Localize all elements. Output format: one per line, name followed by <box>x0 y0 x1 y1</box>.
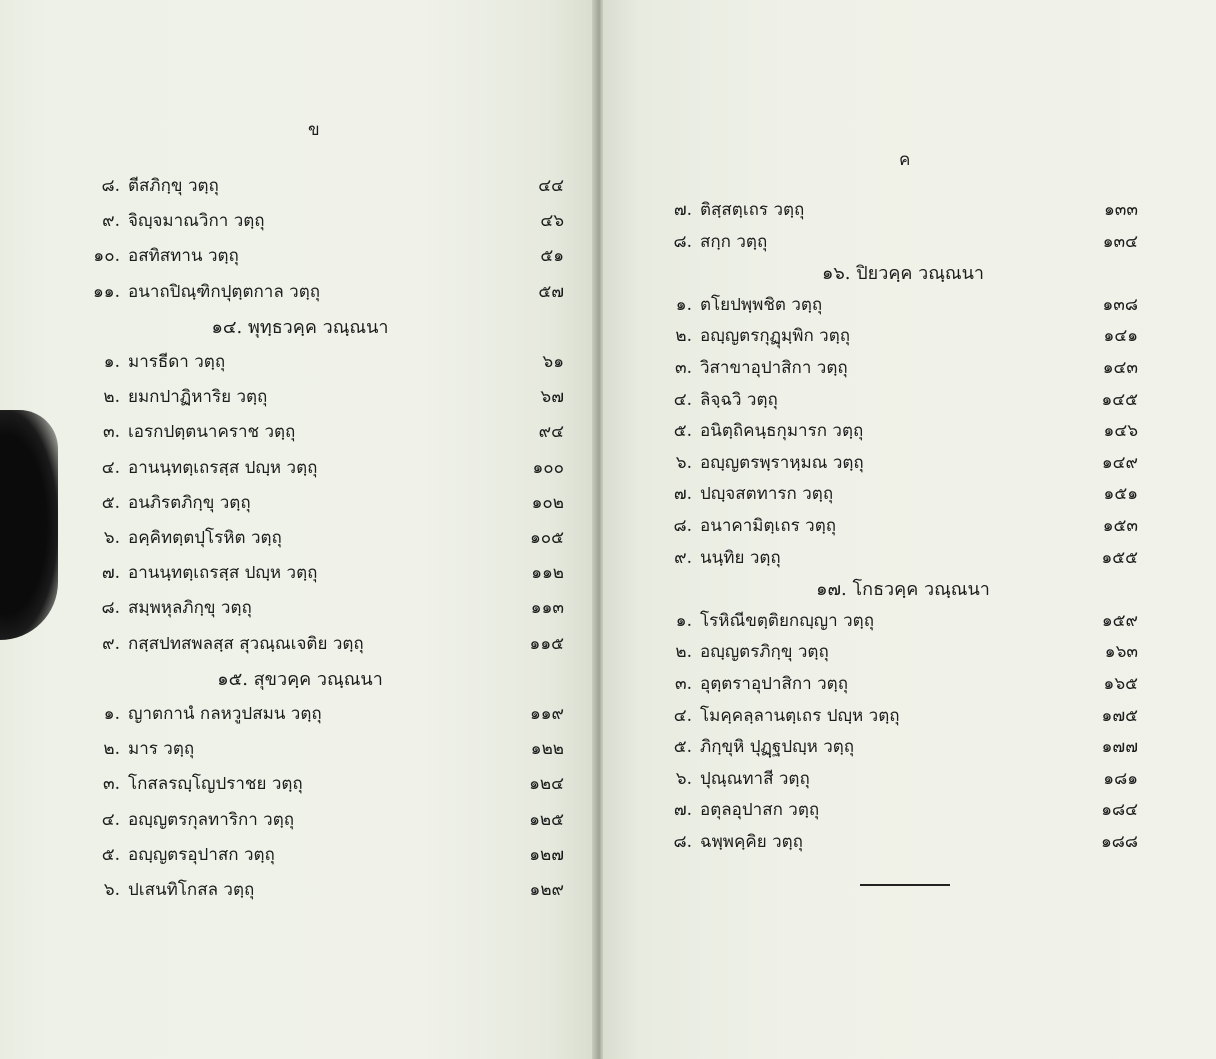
toc-entry-title: โมคฺคลฺลานตฺเถร ปญฺห วตฺถุ <box>700 705 900 726</box>
toc-entry-title: สกฺก วตฺถุ <box>700 231 768 252</box>
toc-entry-number: ๖. <box>675 768 692 789</box>
toc-entry-page-number: ๔๖ <box>540 211 564 232</box>
toc-entry <box>668 196 1138 226</box>
toc-entry-page-number: ๖๑ <box>542 352 564 372</box>
toc-entry-title: ตโยปพฺพชิต วตฺถุ <box>700 294 823 315</box>
toc-entry-number: ๑. <box>103 704 120 724</box>
section-heading: ๑๖. ปิยวคฺค วณฺณนา <box>821 263 985 285</box>
toc-entry-number: ๑. <box>675 294 692 315</box>
toc-entry-page-number: ๑๒๙ <box>529 880 564 900</box>
toc-entry-page-number: ๑๐๒ <box>531 492 564 513</box>
toc-entry <box>86 348 564 378</box>
toc-entry <box>668 322 1138 352</box>
toc-entry <box>86 594 564 624</box>
toc-entry-number: ๑. <box>103 352 120 372</box>
toc-entry-number: ๓. <box>674 674 692 694</box>
toc-entry-number: ๒. <box>103 387 120 408</box>
toc-entry-title: อนาคามิตฺเถร วตฺถุ <box>700 516 837 536</box>
toc-entry <box>86 559 564 589</box>
toc-entry <box>668 733 1138 763</box>
toc-entry-number: ๖. <box>675 452 692 473</box>
left-page <box>0 0 597 1059</box>
toc-entry <box>86 207 564 237</box>
right-page-folio: ค <box>899 150 911 170</box>
toc-entry-number: ๓. <box>102 422 120 443</box>
toc-entry <box>86 876 564 906</box>
toc-entry <box>668 544 1138 574</box>
toc-entry-page-number: ๑๖๕ <box>1103 674 1138 694</box>
toc-entry-number: ๘. <box>673 832 692 852</box>
toc-entry-page-number: ๑๒๔ <box>529 774 564 795</box>
toc-entry <box>86 172 564 202</box>
toc-entry <box>86 454 564 484</box>
toc-entry-title: ติสฺสตฺเถร วตฺถุ <box>700 200 805 220</box>
toc-entry-title: มาร วตฺถุ <box>128 739 195 760</box>
toc-entry-number: ๕. <box>101 492 120 513</box>
toc-entry-number: ๔. <box>101 809 120 830</box>
toc-entry-title: อานนฺทตฺเถรสฺส ปญฺห วตฺถุ <box>128 457 318 478</box>
toc-entry-title: อุตฺตราอุปาสิกา วตฺถุ <box>700 674 849 694</box>
toc-entry-page-number: ๑๘๘ <box>1100 832 1138 852</box>
toc-entry <box>668 386 1138 416</box>
toc-entry-page-number: ๑๕๓ <box>1102 516 1138 536</box>
toc-entry-title: ปเสนทิโกสล วตฺถุ <box>128 880 255 900</box>
toc-entry-number: ๙. <box>674 547 692 568</box>
toc-entry-number: ๒. <box>675 326 692 347</box>
toc-entry <box>668 702 1138 732</box>
toc-entry-title: อนาถปิณฺฑิกปุตฺตกาล วตฺถุ <box>128 281 321 302</box>
toc-entry-page-number: ๑๑๒ <box>531 563 564 584</box>
thumb-shadow <box>0 410 58 640</box>
toc-entry-page-number: ๑๕๕ <box>1101 547 1138 568</box>
toc-entry-title: กสฺสปทสพลสฺส สุวณฺณเจติย วตฺถุ <box>128 633 364 654</box>
toc-entry-page-number: ๑๔๓ <box>1102 358 1138 378</box>
toc-entry-title: ยมกปาฏิหาริย วตฺถุ <box>128 387 268 408</box>
toc-entry <box>86 489 564 519</box>
toc-entry-title: อสทิสทาน วตฺถุ <box>128 246 239 267</box>
section-heading: ๑๗. โกธวคฺค วณฺณนา <box>816 579 990 601</box>
toc-entry <box>668 607 1138 637</box>
toc-entry-number: ๔. <box>673 389 692 410</box>
toc-entry-page-number: ๑๒๕ <box>529 809 564 830</box>
toc-entry <box>86 806 564 836</box>
toc-entry-page-number: ๑๑๕ <box>529 633 564 654</box>
toc-entry-number: ๗. <box>673 200 692 220</box>
toc-entry-title: ภิกฺขุหิ ปุฏฺฐปญฺห วตฺถุ <box>700 737 855 758</box>
toc-entry-title: อนภิรตภิกฺขุ วตฺถุ <box>128 492 251 513</box>
toc-entry-number: ๘. <box>101 176 120 196</box>
toc-entry-number: ๔. <box>101 457 120 478</box>
toc-entry-title: อญฺญตรอุปาสก วตฺถุ <box>128 844 275 865</box>
toc-entry-page-number: ๕๑ <box>540 246 564 267</box>
end-rule <box>860 884 950 886</box>
toc-entry-number: ๑๑. <box>93 281 120 302</box>
toc-entry-title: อญฺญตรกุฏุมฺพิก วตฺถุ <box>700 326 851 347</box>
toc-entry-title: มารธีดา วตฺถุ <box>128 352 226 372</box>
toc-entry <box>668 670 1138 700</box>
toc-entry-title: สมฺพหุลภิกฺขุ วตฺถุ <box>128 598 252 619</box>
toc-entry-title: วิสาขาอุปาสิกา วตฺถุ <box>700 358 848 378</box>
toc-entry-page-number: ๑๗๕ <box>1101 705 1138 726</box>
section-heading: ๑๔. พุทฺธวคฺค วณฺณนา <box>211 316 389 338</box>
toc-entry <box>86 242 564 272</box>
toc-entry <box>668 512 1138 542</box>
toc-entry <box>668 480 1138 510</box>
toc-entry-page-number: ๑๓๓ <box>1103 200 1138 220</box>
toc-entry <box>86 383 564 413</box>
toc-entry-page-number: ๙๔ <box>538 422 564 443</box>
toc-entry-page-number: ๑๗๗ <box>1101 737 1138 758</box>
toc-entry-page-number: ๑๔๙ <box>1101 452 1138 473</box>
toc-entry-number: ๙. <box>102 211 120 232</box>
toc-entry <box>86 700 564 730</box>
toc-entry <box>86 524 564 554</box>
toc-entry-title: อตุลอุปาสก วตฺถุ <box>700 800 820 821</box>
toc-entry <box>668 228 1138 258</box>
toc-entry-number: ๕. <box>673 421 692 442</box>
toc-entry-title: ญาตกานํ กลหวูปสมน วตฺถุ <box>128 704 322 724</box>
toc-entry <box>668 354 1138 384</box>
toc-entry <box>668 796 1138 826</box>
toc-entry-title: ปญฺจสตทารก วตฺถุ <box>700 484 834 505</box>
toc-entry-number: ๑. <box>675 610 692 631</box>
toc-entry-number: ๒. <box>103 739 120 760</box>
toc-entry <box>86 770 564 800</box>
toc-entry <box>86 841 564 871</box>
toc-entry-number: ๕. <box>101 844 120 865</box>
toc-entry-page-number: ๑๓๘ <box>1102 294 1138 315</box>
toc-entry <box>668 638 1138 668</box>
toc-entry-title: นนฺทิย วตฺถุ <box>700 547 781 568</box>
toc-entry-page-number: ๑๕๙ <box>1101 610 1138 631</box>
toc-entry-number: ๗. <box>673 484 692 505</box>
toc-entry-number: ๑๐. <box>93 246 120 267</box>
toc-entry <box>86 630 564 660</box>
toc-entry-page-number: ๑๕๑ <box>1103 484 1138 505</box>
toc-entry <box>86 418 564 448</box>
toc-entry-page-number: ๑๐๕ <box>529 528 564 548</box>
toc-entry-page-number: ๑๔๖ <box>1103 421 1138 442</box>
toc-entry-number: ๕. <box>673 737 692 758</box>
toc-entry-page-number: ๑๘๑ <box>1103 768 1138 789</box>
toc-entry <box>86 278 564 308</box>
toc-entry-title: โรหิณีขตฺติยกญฺญา วตฺถุ <box>700 610 874 631</box>
toc-entry-number: ๒. <box>675 642 692 663</box>
toc-entry-title: ปุณฺณทาสี วตฺถุ <box>700 768 810 789</box>
toc-entry-page-number: ๖๗ <box>540 387 564 408</box>
toc-entry-number: ๘. <box>101 598 120 619</box>
toc-entry-number: ๗. <box>101 563 120 584</box>
toc-entry <box>668 765 1138 795</box>
toc-entry <box>668 417 1138 447</box>
left-page-folio: ข <box>308 120 320 140</box>
toc-entry-page-number: ๑๑๓ <box>530 598 564 619</box>
toc-entry-page-number: ๑๔๑ <box>1103 326 1138 347</box>
toc-entry-number: ๘. <box>673 516 692 536</box>
toc-entry-page-number: ๑๑๙ <box>529 704 564 724</box>
toc-entry-title: ตีสภิกฺขุ วตฺถุ <box>128 176 219 196</box>
section-heading: ๑๕. สุขวคฺค วณฺณนา <box>217 668 383 690</box>
toc-entry-title: เอรกปตฺตนาคราช วตฺถุ <box>128 422 296 443</box>
right-page <box>603 0 1216 1059</box>
toc-entry-page-number: ๕๗ <box>538 281 564 302</box>
toc-entry-page-number: ๑๔๕ <box>1101 389 1138 410</box>
toc-entry-page-number: ๑๒๒ <box>530 739 564 760</box>
toc-entry-number: ๔. <box>673 705 692 726</box>
toc-entry-number: ๓. <box>674 358 692 378</box>
toc-entry-title: อนิตฺถิคนฺธกุมารก วตฺถุ <box>700 421 864 442</box>
toc-entry-page-number: ๑๖๓ <box>1104 642 1138 663</box>
toc-entry-number: ๗. <box>673 800 692 821</box>
toc-entry-number: ๙. <box>102 633 120 654</box>
toc-entry-title: อญฺญตรพฺราหฺมณ วตฺถุ <box>700 452 864 473</box>
toc-entry-page-number: ๑๐๐ <box>532 457 564 478</box>
toc-entry <box>668 828 1138 858</box>
toc-entry-number: ๖. <box>103 880 120 900</box>
toc-entry-title: อญฺญตรกุลทาริกา วตฺถุ <box>128 809 295 830</box>
toc-entry-title: โกสลรญฺโญปราชย วตฺถุ <box>128 774 303 795</box>
toc-entry <box>668 291 1138 321</box>
toc-entry <box>86 735 564 765</box>
toc-entry-title: อญฺญตรภิกฺขุ วตฺถุ <box>700 642 829 663</box>
toc-entry-number: ๖. <box>103 528 120 548</box>
toc-entry-page-number: ๔๔ <box>538 176 564 196</box>
toc-entry-title: ลิจฺฉวิ วตฺถุ <box>700 389 778 410</box>
toc-entry-page-number: ๑๓๔ <box>1102 231 1138 252</box>
toc-entry-title: จิญฺจมาณวิกา วตฺถุ <box>128 211 265 232</box>
toc-entry-number: ๘. <box>673 231 692 252</box>
toc-entry-number: ๓. <box>102 774 120 795</box>
toc-entry <box>668 449 1138 479</box>
toc-entry-title: อคฺคิทตฺตปุโรหิต วตฺถุ <box>128 528 282 548</box>
toc-entry-title: ฉพฺพคฺคิย วตฺถุ <box>700 832 803 852</box>
toc-entry-page-number: ๑๒๗ <box>529 844 564 865</box>
toc-entry-page-number: ๑๘๔ <box>1101 800 1138 821</box>
toc-entry-title: อานนฺทตฺเถรสฺส ปญฺห วตฺถุ <box>128 563 318 584</box>
